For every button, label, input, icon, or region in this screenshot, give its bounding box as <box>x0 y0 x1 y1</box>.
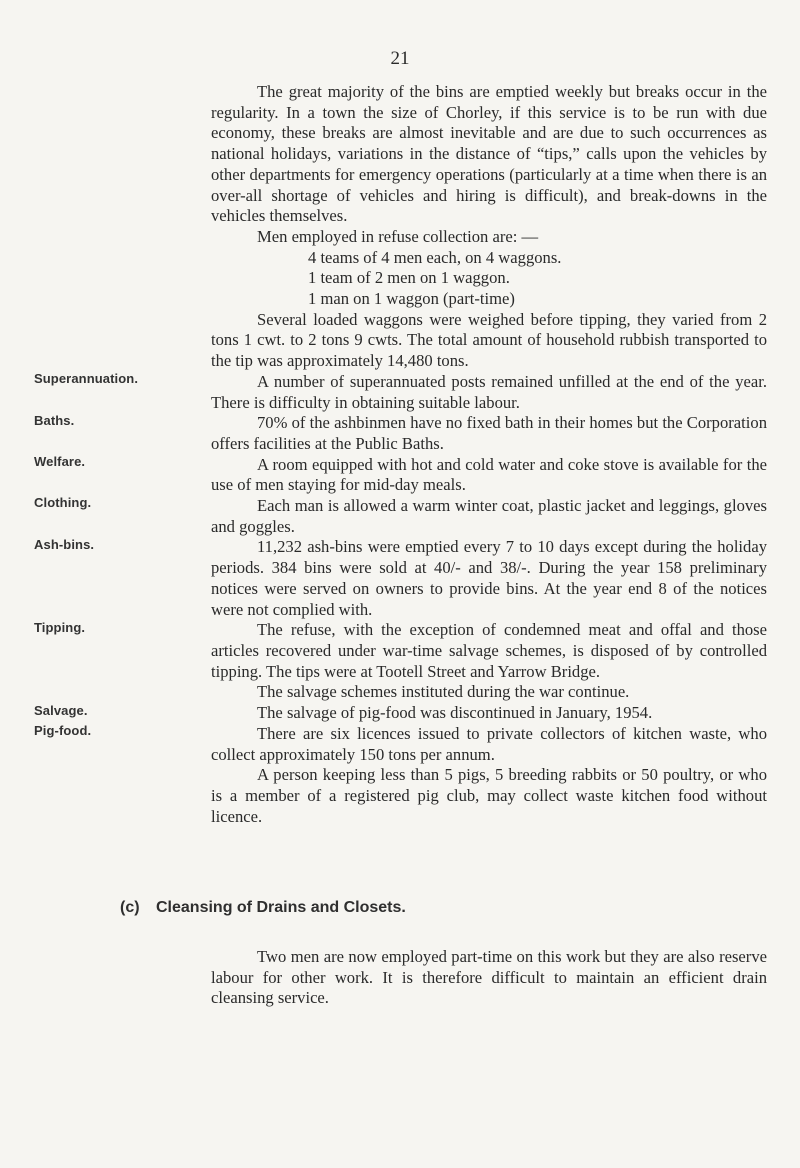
paragraph-pigfood: The salvage of pig-food was discontinued in January, 1954. <box>257 703 653 723</box>
side-heading-baths: Baths. <box>34 413 75 428</box>
side-heading-welfare: Welfare. <box>34 454 86 469</box>
paragraph-waggons-weighed: Several loaded waggons were weighed before tipping, they varied from 2 tons 1 cwt. to 2 tons 9 cwts. The total amount of household rubbish transported to the tip was approximately 14,480 tons. <box>211 309 767 371</box>
paragraph-drain-cleansing: Two men are now employed part-time on this work but they are also reserve labour for other work. It is therefore difficult to maintain an efficient drain cleansing service. <box>211 947 767 1008</box>
side-heading-pigfood: Pig-food. <box>34 723 92 738</box>
section-text <box>211 947 767 1009</box>
side-heading-ashbins: Ash-bins. <box>34 537 95 552</box>
paragraph-clothing: Each man is allowed a warm winter coat, plastic jacket and leggings, gloves and goggles. <box>211 496 767 536</box>
paragraph-licence-exemption: A person keeping less than 5 pigs, 5 breeding rabbits or 50 poultry, or who is a member of a registered pig club, may collect waste kitchen food without licence. <box>211 765 767 826</box>
paragraph-tipping: The refuse, with the exception of condemned meat and offal and those articles recovered under war-time salvage schemes, is disposed of by controlled tipping. The tips were at Tootell Street and Yarrow Bridge. <box>211 620 767 681</box>
side-heading-clothing: Clothing. <box>34 495 92 510</box>
list-item: 1 team of 2 men on 1 waggon. <box>308 268 510 288</box>
section-heading <box>120 899 406 917</box>
paragraph-welfare: A room equipped with hot and cold water and coke stove is available for the use of men staying for mid-day meals. <box>211 454 767 495</box>
main-text <box>211 82 767 827</box>
side-heading-superannuation: Superannuation. <box>34 371 139 386</box>
paragraph-baths: 70% of the ashbinmen have no fixed bath in their homes but the Corporation offers facilities at the Public Baths. <box>211 413 767 453</box>
side-heading-tipping: Tipping. <box>34 620 86 635</box>
paragraph-ashbins: 11,232 ash-bins were emptied every 7 to 10 days except during the holiday periods. 384 bins were sold at 40/- and 38/-. During the year 158 preliminary notices were served on owners to provide bins. At the year end 8 of the notices were not complied with. <box>211 537 767 619</box>
paragraph-bins-emptied: The great majority of the bins are emptied weekly but breaks occur in the regularity. In a town the size of Chorley, if this service is to be run with due economy, these breaks are almost inevitable and are due to such occurrences as national holidays, variations in the distance of “tips,” calls upon the vehicles by other departments for emergency operations (particularly at a time when there is an over-all shortage of vehicles and hiring is difficult), and break-downs in the vehicles themselves. <box>211 82 767 226</box>
side-heading-salvage: Salvage. <box>34 703 88 718</box>
page-number: 21 <box>390 48 410 69</box>
list-item: 1 man on 1 waggon (part-time) <box>308 289 515 309</box>
paragraph-salvage: The salvage schemes instituted during the war continue. <box>257 682 630 702</box>
paragraph-superannuation: A number of superannuated posts remained unfilled at the end of the year. There is difficulty in obtaining suitable labour. <box>211 371 767 412</box>
teams-list <box>211 248 767 310</box>
list-item: 4 teams of 4 men each, on 4 waggons. <box>308 247 562 267</box>
paragraph-kitchen-waste-licences: There are six licences issued to private collectors of kitchen waste, who collect approximately 150 tons per annum. <box>211 723 767 764</box>
paragraph-men-employed: Men employed in refuse collection are: — <box>257 226 539 246</box>
section-title: Cleansing of Drains and Closets. <box>156 899 406 916</box>
section-number: (c) <box>120 899 140 916</box>
